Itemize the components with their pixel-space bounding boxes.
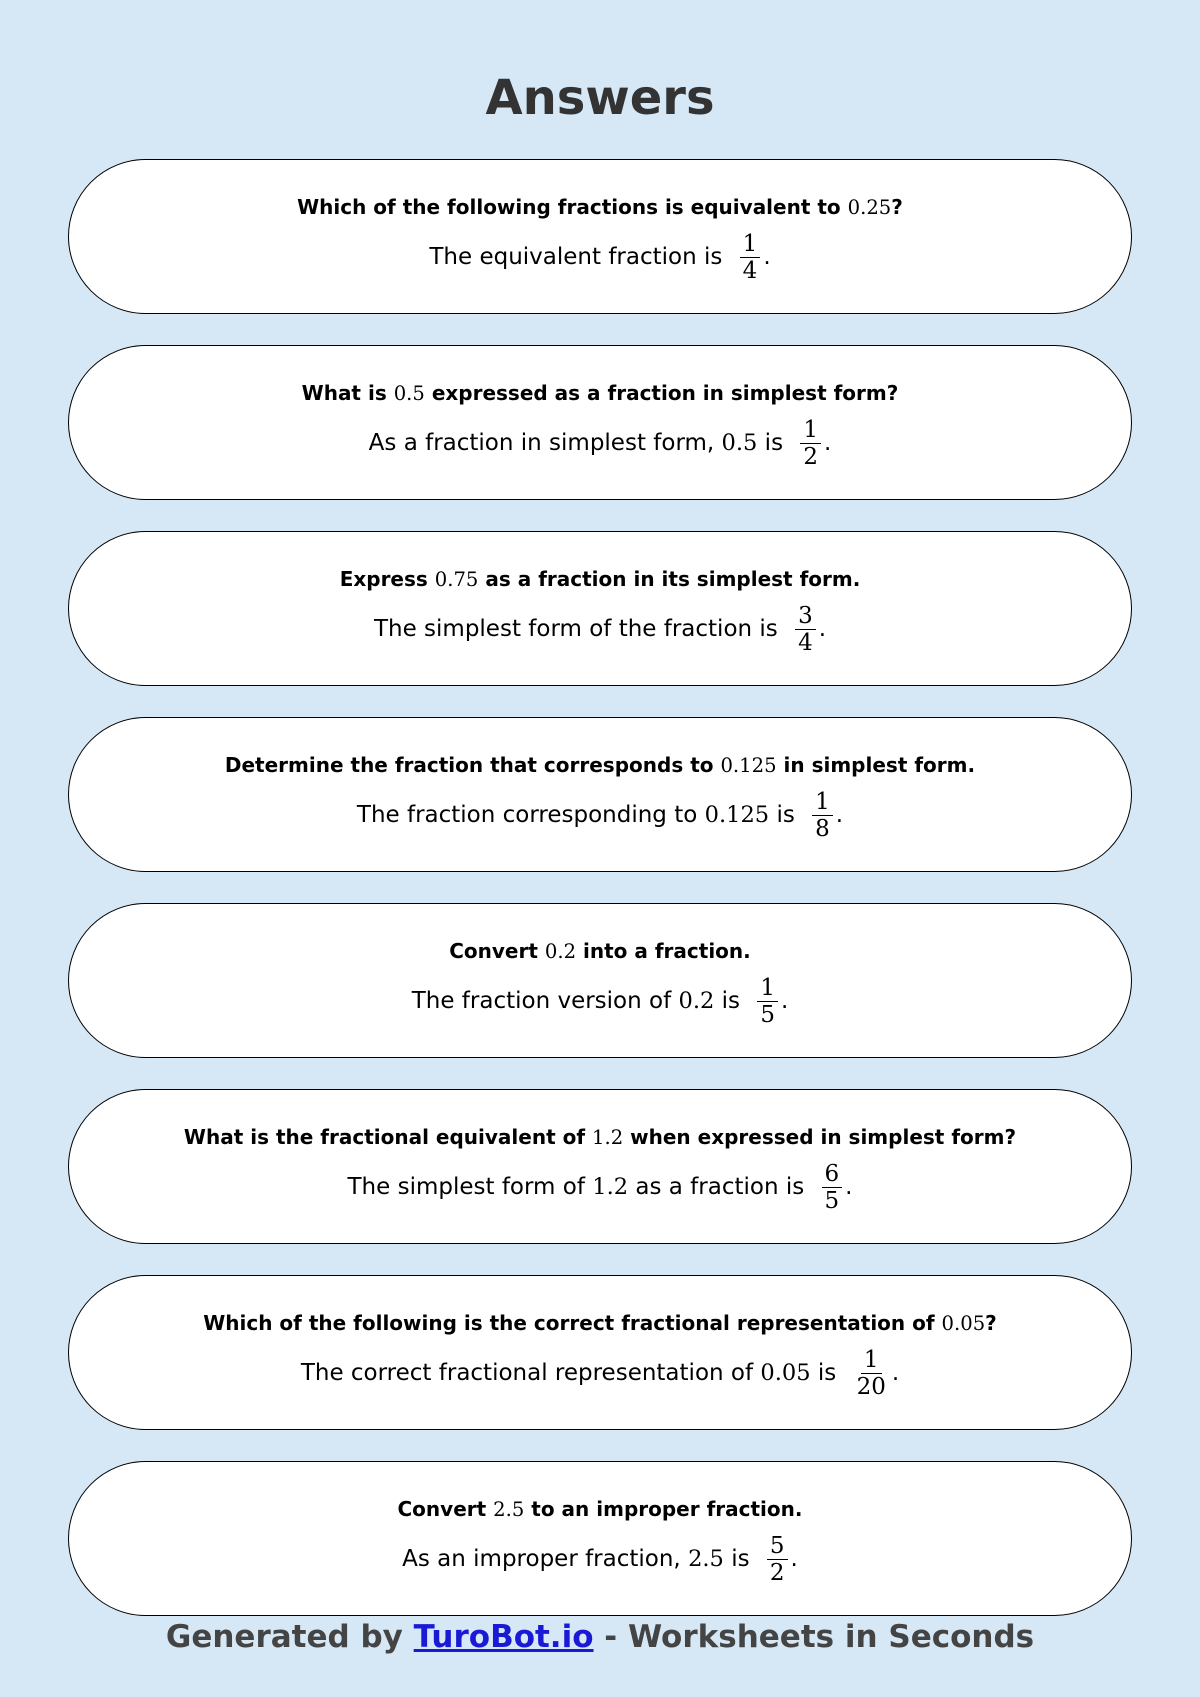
question-number: 0.125: [720, 753, 777, 777]
answer-card: [68, 1089, 1132, 1244]
answer-fraction: [740, 231, 761, 284]
question-text: [225, 752, 975, 779]
question-text: [184, 1124, 1016, 1151]
fraction-denominator: 2: [803, 443, 819, 470]
question-number: 0.5: [393, 381, 425, 405]
question-suffix: when expressed in simplest form?: [623, 1124, 1017, 1149]
question-number: 0.75: [434, 567, 479, 591]
question-prefix: What is the fractional equivalent of: [183, 1124, 593, 1149]
answer-prefix: As a fraction in simplest form,: [368, 430, 722, 456]
answer-list: [68, 159, 1132, 1647]
question-prefix: Express: [339, 566, 435, 591]
page-title: Answers: [485, 70, 715, 126]
question-prefix: Convert: [449, 938, 545, 963]
fraction-numerator: 1: [757, 975, 778, 1002]
question-suffix: ?: [891, 194, 903, 219]
question-number: 2.5: [493, 1497, 525, 1521]
footer-suffix: - Worksheets in Seconds: [593, 1619, 1035, 1655]
answer-fraction: [757, 975, 778, 1028]
answer-text: [301, 1347, 899, 1400]
question-text: [398, 1496, 803, 1523]
question-text: [340, 566, 861, 593]
answer-fraction: [812, 789, 833, 842]
answer-prefix: The simplest form of: [347, 1174, 593, 1200]
question-suffix: as a fraction in its simplest form.: [478, 566, 861, 591]
answer-suffix: .: [790, 1546, 798, 1572]
question-number: 0.25: [847, 195, 892, 219]
answer-prefix: The fraction version of: [411, 988, 679, 1014]
answer-suffix: .: [835, 802, 844, 828]
answer-suffix: .: [763, 244, 771, 270]
answer-card: [68, 531, 1132, 686]
question-text: [302, 380, 899, 407]
answer-text: [374, 603, 826, 656]
question-suffix: to an improper fraction.: [524, 1496, 803, 1521]
answer-suffix: .: [824, 430, 832, 456]
question-prefix: Determine the fraction that corresponds to: [224, 752, 721, 777]
answer-fraction: [767, 1533, 788, 1586]
footer-prefix: Generated by: [165, 1619, 414, 1655]
fraction-numerator: 1: [800, 417, 821, 444]
turobot-link[interactable]: TuroBot.io: [413, 1619, 594, 1655]
question-text: [449, 938, 751, 965]
answer-middle: is: [714, 988, 748, 1014]
answer-number: 0.125: [704, 802, 770, 828]
answer-fraction: [795, 603, 816, 656]
answer-card: [68, 1461, 1132, 1616]
answer-number: 2.5: [688, 1546, 724, 1572]
question-number: 1.2: [592, 1125, 624, 1149]
answer-number: 1.2: [592, 1174, 629, 1200]
answer-text: [357, 789, 843, 842]
fraction-numerator: 5: [767, 1533, 788, 1560]
answer-text: [429, 231, 770, 284]
question-prefix: What is: [301, 380, 394, 405]
answer-middle: is: [769, 802, 803, 828]
fraction-denominator: 8: [815, 815, 830, 842]
question-suffix: ?: [985, 1310, 997, 1335]
footer: [0, 1615, 1200, 1659]
question-prefix: Which of the following is the correct fractional representation of: [203, 1310, 942, 1335]
answer-number: 0.5: [721, 430, 758, 456]
question-number: 0.05: [941, 1311, 986, 1335]
answer-middle: as a fraction is: [628, 1174, 812, 1200]
fraction-denominator: 5: [824, 1187, 840, 1214]
answer-fraction: [800, 417, 821, 470]
question-suffix: expressed as a fraction in simplest form?: [424, 380, 899, 405]
fraction-denominator: 4: [742, 257, 758, 284]
fraction-denominator: 20: [856, 1373, 886, 1400]
fraction-numerator: 1: [740, 231, 761, 258]
answer-text: [348, 1161, 853, 1214]
fraction-numerator: 6: [822, 1161, 843, 1188]
answer-middle: is: [757, 430, 791, 456]
question-suffix: in simplest form.: [776, 752, 976, 777]
answer-prefix: The simplest form of the fraction is: [373, 616, 786, 642]
answer-suffix: .: [891, 1360, 900, 1386]
answer-card: [68, 717, 1132, 872]
answer-suffix: .: [845, 1174, 853, 1200]
answer-fraction: [822, 1161, 843, 1214]
question-prefix: Convert: [397, 1496, 494, 1521]
answer-card: [68, 1275, 1132, 1430]
answer-suffix: .: [818, 616, 827, 642]
fraction-denominator: 5: [760, 1001, 775, 1028]
answer-middle: is: [723, 1546, 757, 1572]
fraction-numerator: 3: [795, 603, 816, 630]
fraction-numerator: 1: [861, 1347, 882, 1374]
answer-text: [402, 1533, 798, 1586]
answer-prefix: The equivalent fraction is: [429, 244, 730, 270]
answer-prefix: As an improper fraction,: [402, 1546, 689, 1572]
fraction-denominator: 2: [769, 1559, 785, 1586]
fraction-denominator: 4: [798, 629, 813, 656]
answer-prefix: The correct fractional representation of: [300, 1360, 761, 1386]
answer-number: 0.05: [760, 1360, 811, 1386]
answer-card: [68, 159, 1132, 314]
answer-prefix: The fraction corresponding to: [356, 802, 705, 828]
answer-fraction: [854, 1347, 889, 1400]
answer-middle: is: [810, 1360, 844, 1386]
question-prefix: Which of the following fractions is equivalent to: [297, 194, 848, 219]
answer-suffix: .: [780, 988, 789, 1014]
question-suffix: into a fraction.: [576, 938, 751, 963]
question-number: 0.2: [544, 939, 577, 963]
answer-text: [412, 975, 789, 1028]
question-text: [297, 194, 903, 221]
question-text: [203, 1310, 997, 1337]
fraction-numerator: 1: [812, 789, 833, 816]
answer-card: [68, 345, 1132, 500]
answer-number: 0.2: [678, 988, 715, 1014]
answer-card: [68, 903, 1132, 1058]
answer-text: [369, 417, 832, 470]
